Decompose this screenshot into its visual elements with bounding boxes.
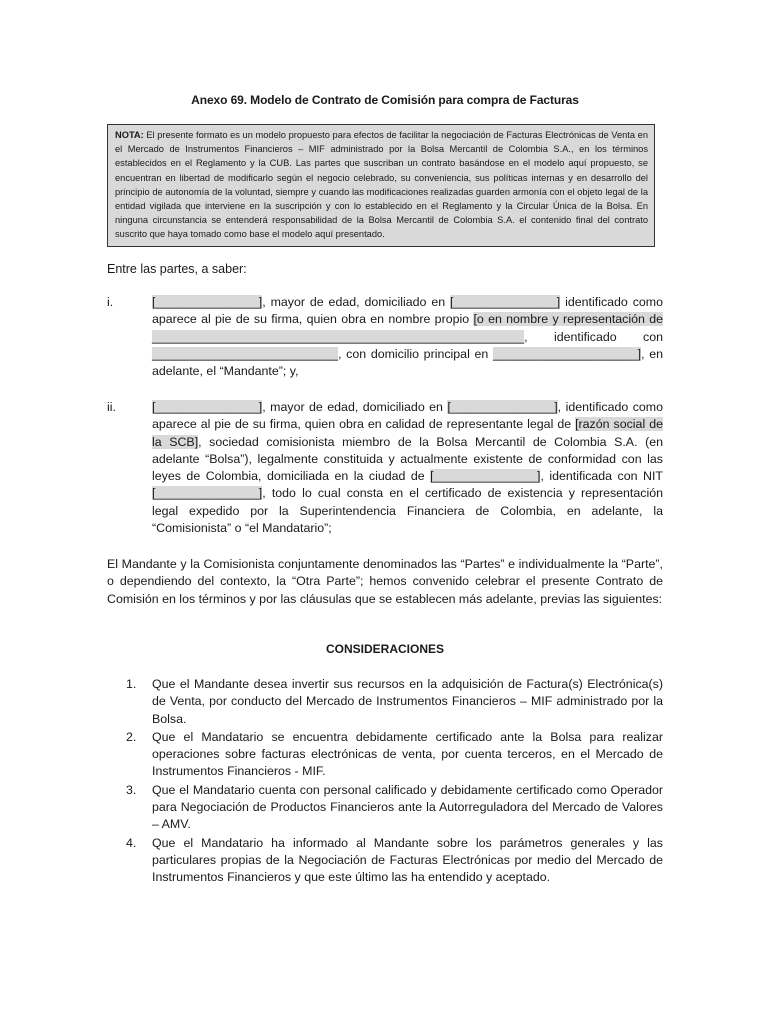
consideration-text: Que el Mandatario ha informado al Mandante sobre los parámetros generales y las particulares propias de la Negociación de Facturas Electrónicas por medio del Mercado de Instrumentos Financieros y que este último las ha entendido y aceptado. [152,835,663,885]
consideration-item [107,835,663,887]
party-text-segment: , mayor de edad, domiciliado en [262,400,448,414]
consideration-item [107,782,663,834]
party-text-segment: , identificado como aparece al pie de su firma, quien obra en calidad de representante legal de [152,400,664,432]
intro-text: Entre las partes, a saber: [107,262,247,276]
party-text-segment: , identificada con NIT [540,469,663,484]
blank-field: [_______________] [447,400,558,414]
party-text-segment: , identificado con [524,329,663,344]
party-text-segment: , todo lo cual consta en el certificado de existencia y representación legal expedido por la Superintendencia Financiera de Colombia, en adelante, la “Comisionista” o “el Mandatario”; [152,486,663,536]
party-text-segment: identificado como aparece al pie de su firma, quien obra en nombre propio [152,295,663,327]
blank-field: [_______________] [430,469,541,484]
party-clause-1 [107,294,663,380]
blank-field: [o en nombre y representación de ______________________________________________________ [152,312,663,344]
party-numeral: i. [107,295,114,309]
party-text-segment: , mayor de edad, domiciliado en [262,295,450,309]
consideration-item [107,676,663,728]
party-text [152,399,663,537]
considerations-heading: CONSIDERACIONES [325,642,444,656]
consideration-number: 3. [126,782,137,797]
blank-field: [_______________] [152,400,263,414]
consideration-text: Que el Mandante desea invertir sus recursos en la adquisición de Factura(s) Electrónica(s) de Venta, por conducto del Mercado de Instrumentos Financieros – MIF administrado por la Bolsa. [152,677,663,726]
note-text: El presente formato es un modelo propuesto para efectos de facilitar la negociación de Facturas Electrónicas de Venta en el Mercado de Instrumentos Financieros – MIF administrado por la Bolsa Mercantil de Colombia S.A., en los términos establecidos en el Reglamento y la CUB. Las partes que suscriban un contrato basándose en el modelo aquí propuesto, se encuentran en libertad de modificarlo según el negocio celebrado, su conveniencia, sus políticas internas y en desarrollo del principio de autonomía de la voluntad, siempre y cuando las modificaciones realizadas guarden armonía con el objeto legal de la entidad vigilada que interviene en la suscripción y con lo establecido en el Reglamento y la Circular Única de la Bolsa. En ninguna circunstancia se entenderá responsabilidad de la Bolsa Mercantil de Colombia S.A. el contenido final del contrato suscrito que haya tomado como base el modelo aquí presentado. [115,130,648,240]
blank-field: _____________________] [492,346,642,361]
parties-paragraph: El Mandante y la Comisionista conjuntamente denominados las “Partes” e individualmente la “Parte”, o dependiendo del contexto, la “Otra Parte”; hemos convenido celebrar el presente Contrato de Comisión en los términos y por las cláusulas que se establecen más adelante, previas las siguientes: [107,557,663,606]
party-text-segment: , en adelante, el “Mandante”; y, [152,346,664,379]
party-text-segment: , sociedad comisionista miembro de la Bolsa Mercantil de Colombia S.A. (en adelante “Bolsa”), legalmente constituida y actualmente existente de conformidad con las leyes de Colombia, domiciliada en la ciudad de [152,434,663,484]
consideration-number: 1. [126,677,137,691]
consideration-number: 2. [126,729,137,744]
party-text [152,294,663,380]
party-clause-2 [107,399,663,537]
blank-field: [razón social de la SCB] [152,417,663,449]
consideration-number: 4. [126,835,137,850]
party-numeral: ii. [107,400,116,414]
blank-field: ___________________________ [152,346,339,361]
blank-field: [_______________] [152,486,263,501]
blank-field: [_______________] [449,295,561,309]
party-text-segment: , con domicilio principal en [338,346,493,361]
blank-field: [_______________] [152,295,263,309]
considerations-list [107,676,663,888]
consideration-text: Que el Mandatario cuenta con personal calificado y debidamente certificado como Operador para Negociación de Productos Financieros ante la Autorreguladora del Mercado de Valores – AMV. [152,782,663,832]
consideration-item [107,729,663,781]
note-box [107,124,655,247]
consideration-text: Que el Mandatario se encuentra debidamente certificado ante la Bolsa para realizar operaciones sobre facturas electrónicas de venta, por cuenta terceros, en el Mercado de Instrumentos Financieros - MIF. [152,729,663,779]
note-label: NOTA: [115,130,144,140]
document-title: Anexo 69. Modelo de Contrato de Comisión para compra de Facturas [191,93,579,107]
